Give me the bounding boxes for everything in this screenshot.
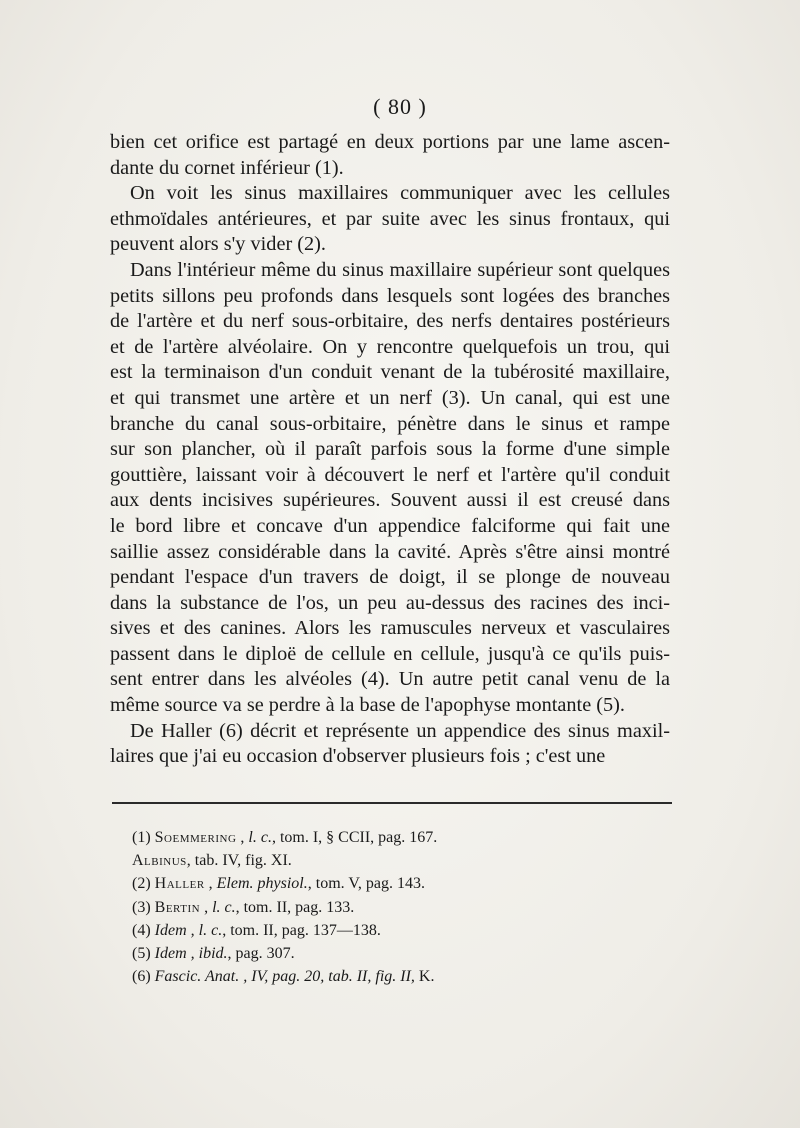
paragraph-3-line: petits sillons peu profonds dans lesquels sont logées des branches: [110, 284, 670, 307]
footnote-italic: Idem , l. c.: [154, 921, 223, 939]
paragraph-4-line: De Haller (6) décrit et représente un appendice des sinus maxil-: [130, 719, 670, 742]
paragraph-4-line: laires que j'ai eu occasion d'observer plusieurs fois ; c'est une: [110, 745, 606, 768]
footnote-number: (3): [132, 898, 151, 916]
paragraph-3-line: Dans l'intérieur même du sinus maxillaire supérieur sont quelques: [130, 258, 670, 281]
footnote: [132, 849, 652, 872]
paragraph-3-line: branche du canal sous-orbitaire, pénètre dans le sinus et rampe: [110, 412, 670, 435]
footnote-citation: , pag. 307.: [227, 945, 295, 963]
paragraph-2-line: On voit les sinus maxillaires communiquer avec les cellules: [130, 182, 670, 205]
paragraph-3-line: et qui transmet une artère et un nerf (3). Un canal, qui est une: [110, 386, 670, 409]
footnote-author: Haller: [154, 875, 205, 893]
page-number: ( 80 ): [373, 94, 427, 119]
footnote-rule: [112, 802, 672, 804]
paragraph-3-line: de l'artère et du nerf sous-orbitaire, des nerfs dentaires postérieurs: [110, 310, 670, 333]
paragraph-3-line: et de l'artère alvéolaire. On y rencontre quelquefois un trou, qui: [110, 335, 670, 358]
paragraph-1-line: dante du cornet inférieur (1).: [110, 156, 344, 179]
paragraph-3-line: pendant l'espace d'un travers de doigt, il se plonge de nouveau: [110, 566, 670, 589]
footnote-author: Soemmering: [154, 829, 237, 846]
paragraph-3-line: aux dents incisives supérieures. Souvent aussi il est creusé dans: [110, 489, 670, 512]
footnote-italic: l. c.: [212, 898, 236, 916]
footnote-italic: Idem , ibid.: [154, 945, 228, 963]
footnotes: [132, 826, 652, 988]
paragraph-3-line: saillie assez considérable dans la cavité. Après s'être ainsi montré: [110, 540, 670, 563]
paragraph-2-line: peuvent alors s'y vider (2).: [110, 233, 326, 256]
footnote-number: (6): [132, 968, 151, 986]
footnote-italic: l. c.: [248, 829, 272, 846]
footnote-italic: Fascic. Anat. , IV, pag. 20, tab. II, fig. II,: [154, 968, 415, 986]
footnote-citation: , tom. II, pag. 133.: [235, 898, 355, 916]
paragraph-3-line: dans la substance de l'os, un peu au-dessus des racines des inci-: [110, 591, 670, 614]
footnote: [132, 942, 652, 965]
footnote-number: (5): [132, 945, 151, 963]
footnote-italic: Elem. physiol.: [216, 875, 308, 893]
footnote: [132, 919, 652, 942]
footnote: (2) Haller , Elem. physiol., tom. V, pag. 143.: [132, 875, 425, 893]
footnote-citation: , tom. V, pag. 143.: [307, 875, 425, 893]
footnote-citation: , tom. II, pag. 137—138.: [222, 921, 381, 939]
paragraph-3-line: sent entrer dans les alvéoles (4). Un autre petit canal venu de la: [110, 668, 670, 691]
footnote-citation: K.: [414, 968, 435, 986]
paragraph-3-line: gouttière, laissant voir à découvert le nerf et l'artère qu'il conduit: [110, 463, 670, 486]
paragraph-2-line: ethmoïdales antérieures, et par suite avec les sinus frontaux, qui: [110, 207, 670, 230]
footnote-citation: , tab. IV, fig. XI.: [186, 852, 292, 870]
paragraph-3-line: passent dans le diploë de cellule en cellule, jusqu'à ce qu'ils puis-: [110, 642, 670, 665]
footnote-number: (4): [132, 921, 151, 939]
footnote: (3) Bertin , l. c., tom. II, pag. 133.: [132, 898, 355, 916]
paragraph-3-line: le bord libre et concave d'un appendice falciforme qui fait une: [110, 514, 670, 537]
footnote-number: (2): [132, 875, 151, 893]
footnote-number: (1): [132, 829, 151, 846]
paragraph-3-line: même source va se perdre à la base de l'apophyse montante (5).: [110, 694, 625, 717]
footnote: (1) Soemmering , l. c., tom. I, § CCII, pag. 167.: [132, 829, 438, 846]
paragraph-3-line: sur son plancher, où il paraît parfois sous la forme d'une simple: [110, 438, 670, 461]
paragraph-3-line: sives et des canines. Alors les ramuscules nerveux et vasculaires: [110, 617, 670, 640]
footnote-author: Bertin: [154, 898, 201, 916]
footnote: [132, 965, 652, 988]
paragraph-3-line: est la terminaison d'un conduit venant de la tubérosité maxillaire,: [110, 361, 670, 384]
footnote-author: Albinus: [132, 852, 187, 870]
footnote-citation: , tom. I, § CCII, pag. 167.: [271, 829, 438, 846]
body-text: [110, 130, 670, 770]
paragraph-1-line: bien cet orifice est partagé en deux portions par une lame ascen-: [110, 131, 670, 153]
